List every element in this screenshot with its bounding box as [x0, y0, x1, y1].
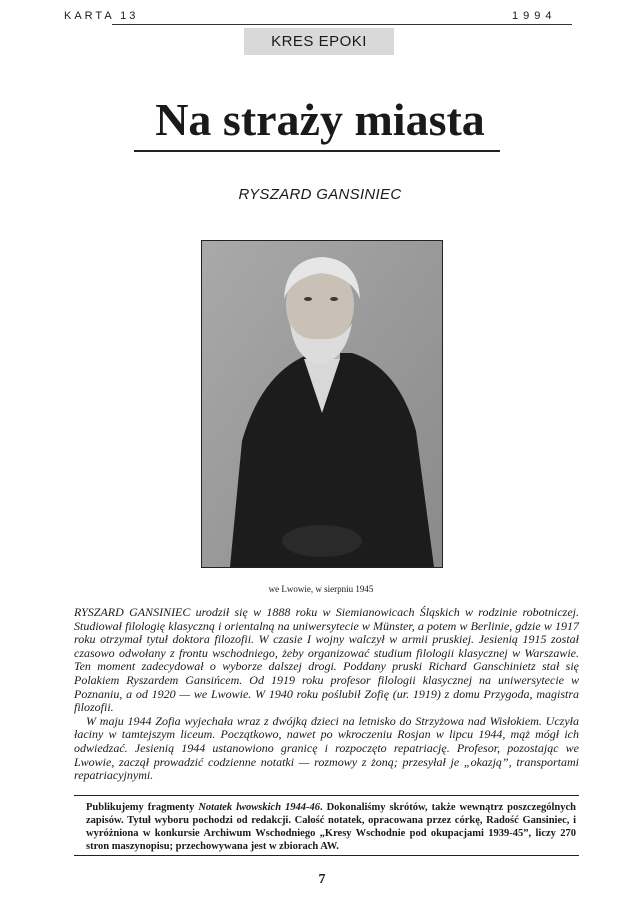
journal-name: KARTA 13 [64, 10, 139, 22]
note-book-title: Notatek lwowskich 1944-46 [198, 802, 320, 813]
page-number: 7 [318, 872, 326, 887]
bio-paragraph: RYSZARD GANSINIEC urodził się w 1888 roku w Siemianowicach Śląskich w rodzinie robotniczej. Studiował filologię klasyczną i orientalną na uniwersytecie w Münster, a potem w Berlinie, gdzie w 1917 roku otrzymał tytuł doktora filozofii. W czasie I wojny walczył w armii pruskiej. Jesienią 1915 został czasowo odwołany z frontu wschodniego, żeby organizować studium filologii klasycznej w Warszawie. Ten moment zadecydował o wyborze dalszej drogi. Poddany pruski Richard Ganschinietz stał się Polakiem Ryszardem Gansińcem. Od 1919 roku profesor filologii klasycznej na uniwersytecie w Poznaniu, a od 1920 — we Lwowie. W 1940 roku poślubił Zofię (ur. 1919) z domu Przygoda, magistra filozofii. [74, 605, 579, 715]
title-rule [134, 150, 500, 152]
note-rule-top [74, 795, 579, 796]
section-label: KRES EPOKI [244, 28, 394, 55]
portrait-photo [201, 240, 443, 568]
portrait-illustration [202, 241, 442, 567]
note-rule-bottom [74, 855, 579, 856]
article-author: RYSZARD GANSINIEC [238, 186, 402, 203]
photo-caption: we Lwowie, w sierpniu 1945 [268, 584, 374, 594]
editorial-note [86, 801, 576, 853]
author-biography [74, 606, 579, 783]
note-text-1: Publikujemy fragmenty [86, 802, 199, 813]
note-text-2: . Dokonaliśmy skrótów, także wewnątrz poszczególnych zapisów. Tytuł wyboru pochodzi od redakcji. Całość notatek, opracowana przez córkę, Radość Gansiniec, i wyróżniona w konkursie Archiwum Wschodniego „Kresy Wschodnie pod okupacjami 1939-45”, liczy 270 stron maszynopisu; przechowywana jest w zbiorach AW. [86, 802, 576, 852]
article-title: Na straży miasta [155, 94, 485, 145]
journal-year: 1994 [512, 10, 557, 22]
header-rule [112, 24, 572, 25]
bio-paragraph: W maju 1944 Zofia wyjechała wraz z dwójką dzieci na letnisko do Strzyżowa nad Wisłokiem. Uczyła łaciny w tamtejszym liceum. Początkowo, nawet po wkroczeniu Rosjan w lipcu 1944, mąż mógł ich odwiedzać. Jesienią 1944 ustanowiono granicę i rozpoczęto repatriację. Profesor, pozostając we Lwowie, zaczął prowadzić codzienne notatki — rozmowy z żoną; przesyłał je „okazją”, transportami repatriacyjnymi. [74, 713, 579, 783]
